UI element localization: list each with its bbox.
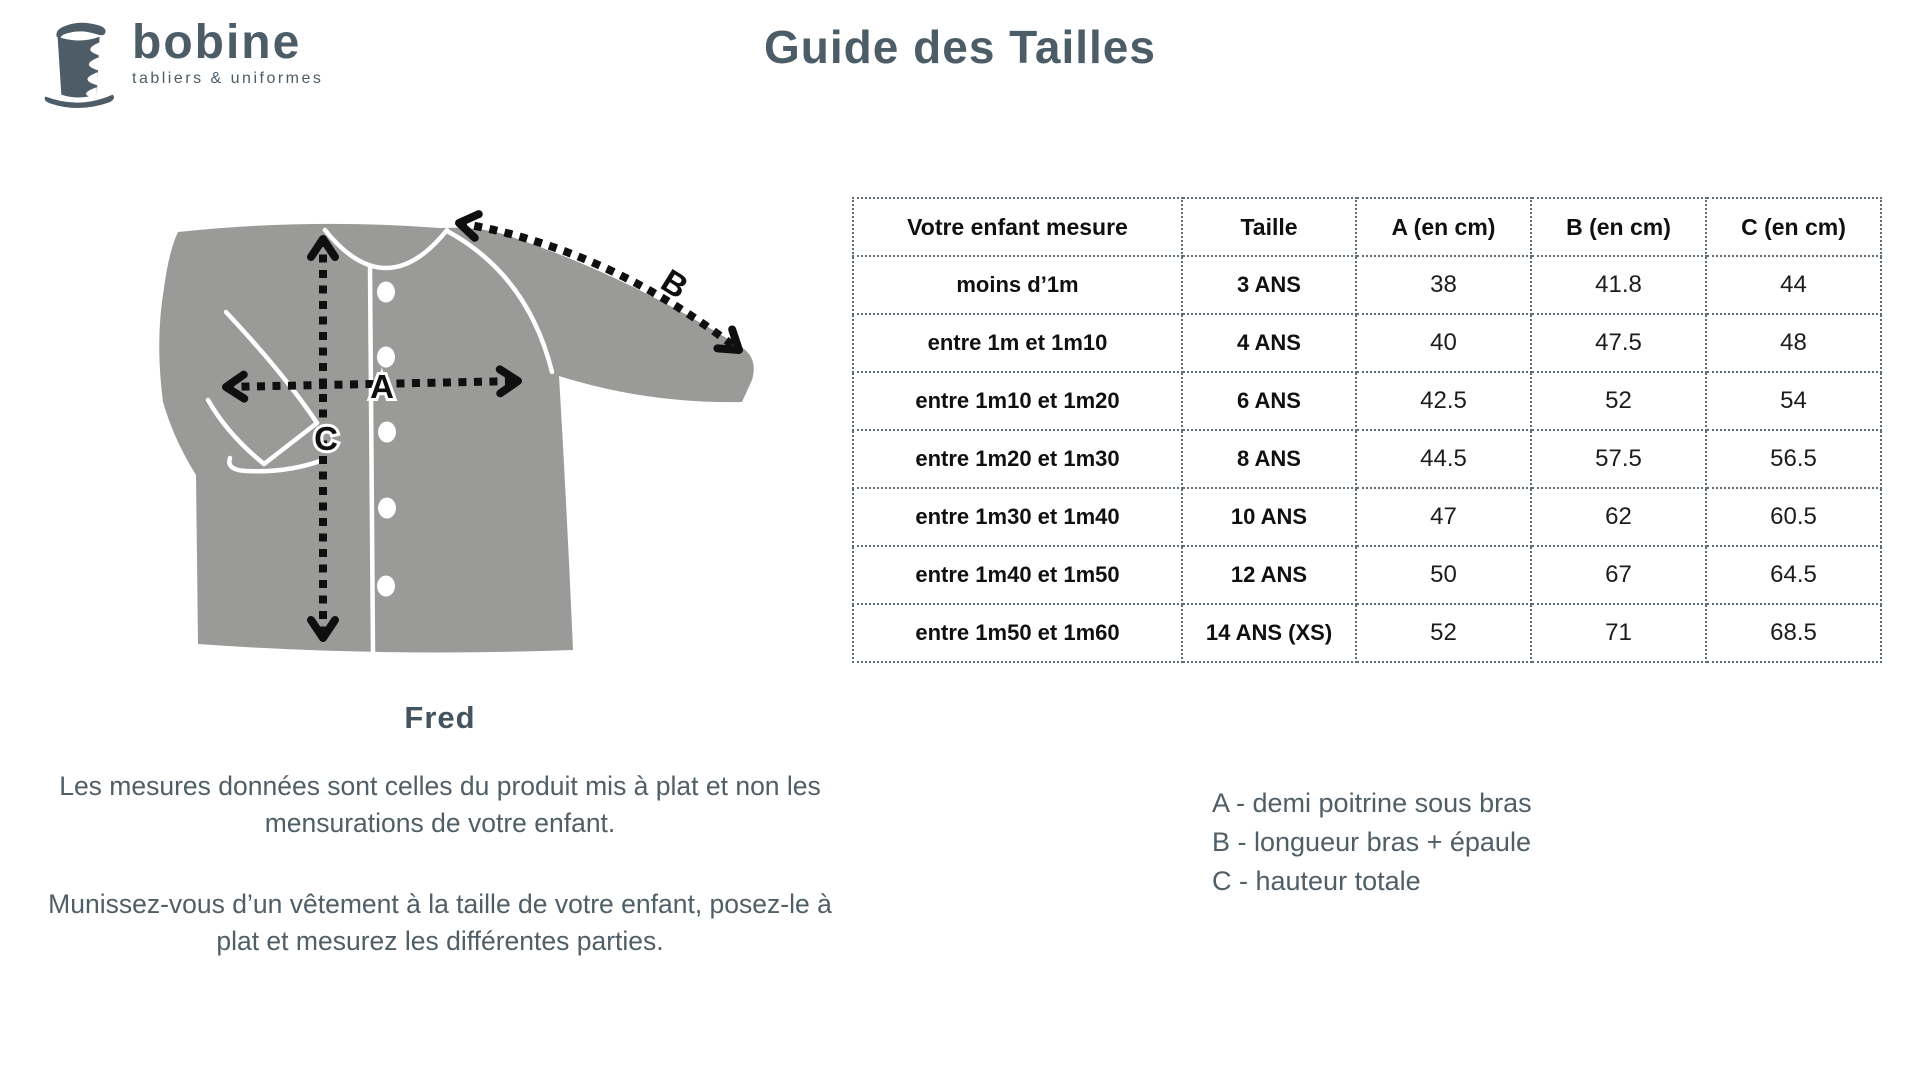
brand-tagline: tabliers & uniformes (132, 70, 324, 87)
cell-measure: 68.5 (1706, 604, 1881, 662)
note-instructions: Munissez-vous d’un vêtement à la taille de votre enfant, posez-le à plat et mesurez les différentes parties. (48, 889, 832, 956)
cell-measure: 71 (1531, 604, 1706, 662)
table-row (853, 314, 1881, 372)
header-measure-a: A (en cm) (1356, 198, 1531, 256)
cell-size: 8 ANS (1182, 430, 1356, 488)
header-size: Taille (1182, 198, 1356, 256)
legend-item-a: A - demi poitrine sous bras (1212, 788, 1532, 818)
page-title: Guide des Tailles (764, 21, 1156, 73)
garment-illustration (60, 140, 820, 700)
size-table-header-row (853, 198, 1881, 256)
product-name: Fred (404, 700, 476, 735)
table-row (853, 256, 1881, 314)
legend-item-c: C - hauteur totale (1212, 866, 1421, 896)
cell-size: 3 ANS (1182, 256, 1356, 314)
note-measurements: Les mesures données sont celles du produit mis à plat et non les mensurations de votre enfant. (59, 771, 821, 838)
cell-measure: 44 (1706, 256, 1881, 314)
table-row (853, 430, 1881, 488)
cell-height-range: entre 1m50 et 1m60 (853, 604, 1182, 662)
cell-measure: 48 (1706, 314, 1881, 372)
cell-measure: 64.5 (1706, 546, 1881, 604)
brand-name: bobine (132, 16, 302, 69)
cell-measure: 60.5 (1706, 488, 1881, 546)
cell-measure: 54 (1706, 372, 1881, 430)
legend-item-b: B - longueur bras + épaule (1212, 827, 1531, 857)
cell-size: 14 ANS (XS) (1182, 604, 1356, 662)
cell-measure: 41.8 (1531, 256, 1706, 314)
table-row (853, 546, 1881, 604)
cell-size: 4 ANS (1182, 314, 1356, 372)
garment-diagram (60, 140, 820, 700)
header-measure-c: C (en cm) (1706, 198, 1881, 256)
table-row (853, 604, 1881, 662)
cell-measure: 47.5 (1531, 314, 1706, 372)
cell-measure: 38 (1356, 256, 1531, 314)
size-table (852, 197, 1882, 663)
cell-height-range: moins d’1m (853, 256, 1182, 314)
table-row (853, 372, 1881, 430)
cell-size: 10 ANS (1182, 488, 1356, 546)
cell-measure: 62 (1531, 488, 1706, 546)
cell-measure: 42.5 (1356, 372, 1531, 430)
size-table-body (853, 256, 1881, 662)
label-c: C (314, 420, 338, 457)
cell-measure: 44.5 (1356, 430, 1531, 488)
cell-measure: 50 (1356, 546, 1531, 604)
label-b: B (654, 261, 695, 306)
cell-height-range: entre 1m30 et 1m40 (853, 488, 1182, 546)
table-row (853, 488, 1881, 546)
label-a: A (370, 368, 394, 405)
header-child-height: Votre enfant mesure (853, 198, 1182, 256)
cell-size: 12 ANS (1182, 546, 1356, 604)
cell-height-range: entre 1m et 1m10 (853, 314, 1182, 372)
header-measure-b: B (en cm) (1531, 198, 1706, 256)
cell-measure: 57.5 (1531, 430, 1706, 488)
cell-measure: 52 (1531, 372, 1706, 430)
cell-height-range: entre 1m40 et 1m50 (853, 546, 1182, 604)
cell-height-range: entre 1m10 et 1m20 (853, 372, 1182, 430)
cell-measure: 52 (1356, 604, 1531, 662)
cell-size: 6 ANS (1182, 372, 1356, 430)
cell-measure: 67 (1531, 546, 1706, 604)
measurement-legend (1212, 784, 1532, 901)
cell-measure: 56.5 (1706, 430, 1881, 488)
cell-measure: 40 (1356, 314, 1531, 372)
cell-height-range: entre 1m20 et 1m30 (853, 430, 1182, 488)
cell-measure: 47 (1356, 488, 1531, 546)
